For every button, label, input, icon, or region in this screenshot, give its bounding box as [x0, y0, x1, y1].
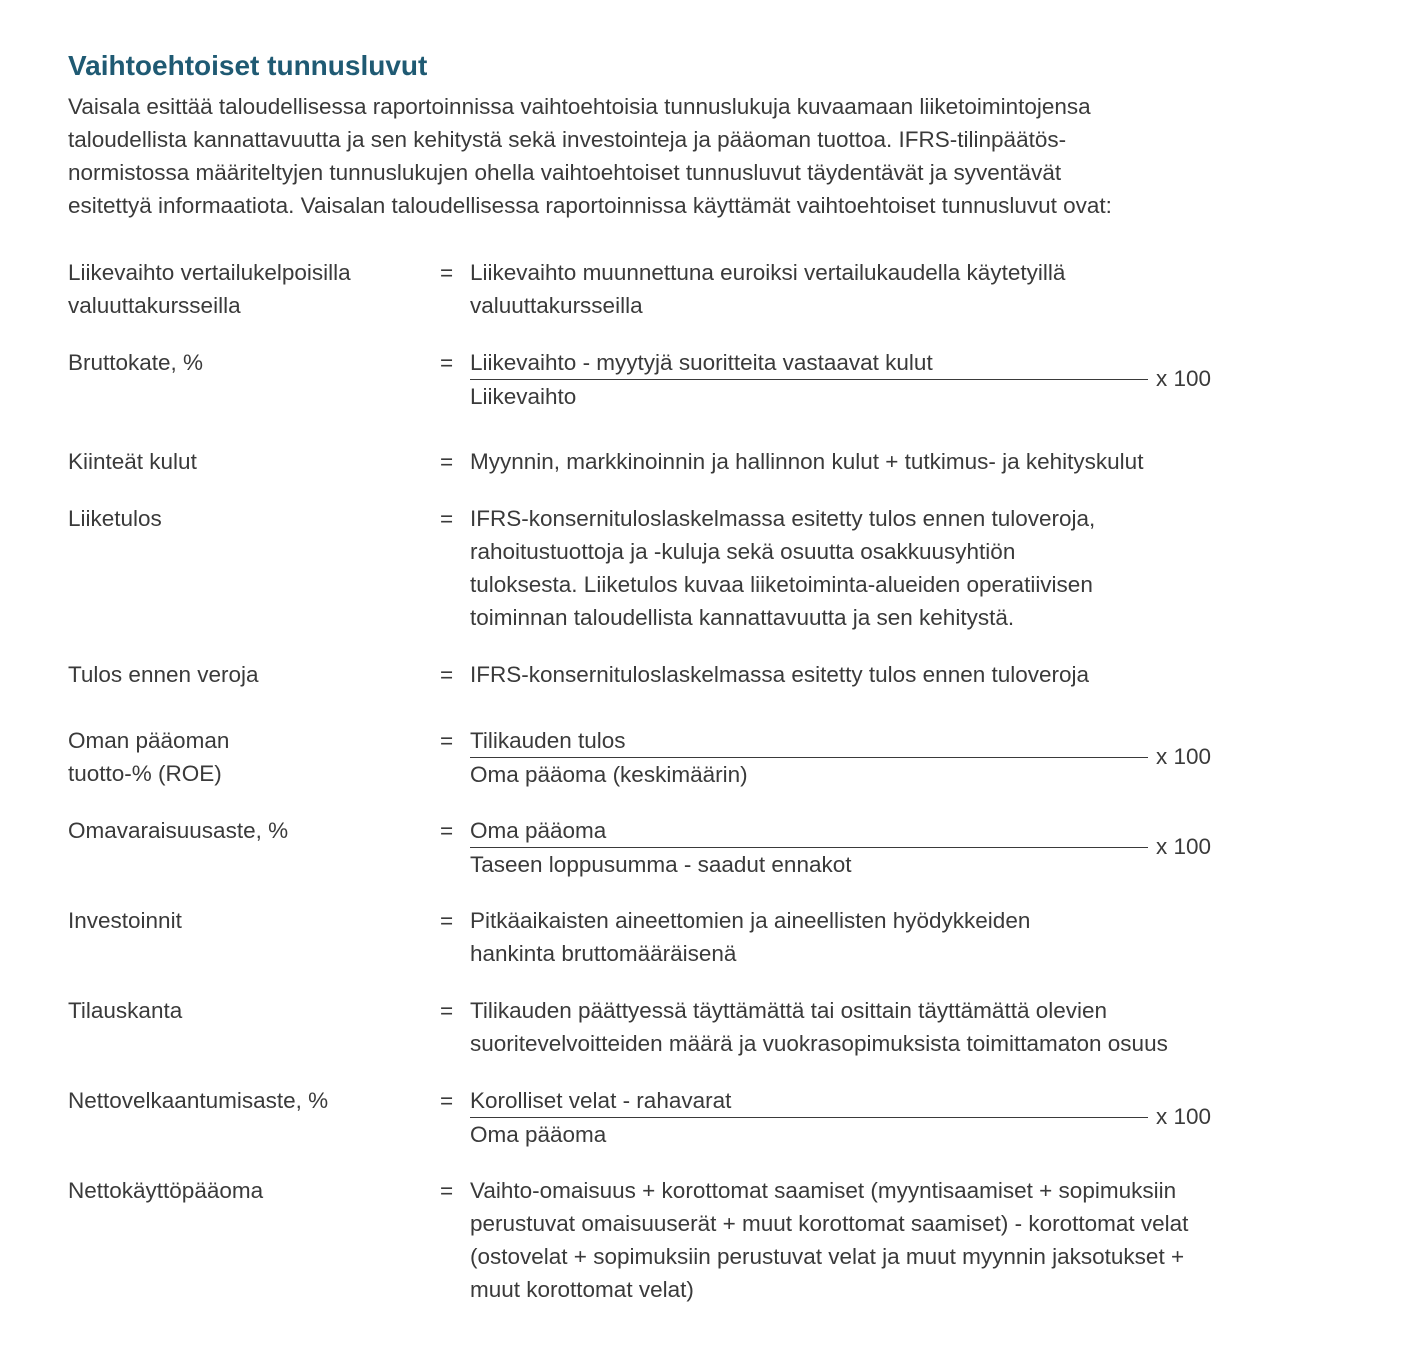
definition-term: Liikevaihto vertailukelpoisilla valuuttakursseilla [68, 260, 351, 318]
definition-text: Liikevaihto muunnettuna euroiksi vertailukaudella käytetyillä valuuttakursseilla [470, 260, 1066, 318]
equals-sign: = [440, 1088, 454, 1113]
fraction-denominator: Oma pääoma (keskimäärin) [470, 762, 748, 787]
definition-term: Bruttokate, % [68, 350, 204, 375]
definition-text: Tilikauden päättyessä täyttämättä tai osittain täyttämättä olevien suoritevelvoitteiden määrä ja vuokrasopimuksista toimittamaton osuus [470, 998, 1168, 1056]
definition-text: Pitkäaikaisten aineettomien ja aineellisten hyödykkeiden hankinta bruttomääräisenä [470, 908, 1031, 966]
fraction-denominator: Oma pääoma [470, 1122, 607, 1147]
definition-term: Omavaraisuusaste, % [68, 818, 289, 843]
fraction-denominator: Taseen loppusumma - saadut ennakot [470, 852, 852, 877]
equals-sign: = [440, 908, 454, 933]
multiplier: x 100 [1156, 366, 1212, 391]
equals-sign: = [440, 449, 454, 474]
fraction [470, 346, 1148, 413]
equals-sign: = [440, 818, 454, 843]
definition-text: IFRS-konsernituloslaskelmassa esitetty tulos ennen tuloveroja [470, 662, 1090, 687]
definition-term: Liiketulos [68, 506, 162, 531]
definition-term: Investoinnit [68, 908, 182, 933]
definition-term: Kiinteät kulut [68, 449, 197, 474]
fraction-numerator: Liikevaihto - myytyjä suoritteita vastaavat kulut [470, 346, 1148, 380]
multiplier: x 100 [1156, 834, 1212, 859]
equals-sign: = [440, 260, 454, 285]
definition-term: Tulos ennen veroja [68, 662, 259, 687]
page-title: Vaihtoehtoiset tunnusluvut [68, 50, 428, 81]
equals-sign: = [440, 1178, 454, 1203]
equals-sign: = [440, 998, 454, 1023]
definition-text: Myynnin, markkinoinnin ja hallinnon kulut + tutkimus- ja kehityskulut [470, 449, 1144, 474]
definition-text: Vaihto-omaisuus + korottomat saamiset (myyntisaamiset + sopimuksiin perustuvat omaisuuserät + muut korottomat saamiset) - korottomat velat (ostovelat + sopimuksiin perustuvat velat ja muut myynnin jaksotukset + muut korottomat velat) [470, 1178, 1189, 1302]
equals-sign: = [440, 662, 454, 687]
definition-term: Nettovelkaantumisaste, % [68, 1088, 329, 1113]
fraction [470, 724, 1148, 791]
fraction-numerator: Korolliset velat - rahavarat [470, 1084, 1148, 1118]
intro-paragraph: Vaisala esittää taloudellisessa raportoinnissa vaihtoehtoisia tunnuslukuja kuvaamaan liiketoimintojensa taloudellista kannattavuutta ja sen kehitystä sekä investointeja ja pääoman tuottoa. IFRS-tilinpäätös- normistossa määriteltyjen tunnuslukujen ohella vaihtoehtoiset tunnusluvut täydentävät ja syventävät esitettyä informaatiota. Vaisalan taloudellisessa raportoinnissa käyttämät vaihtoehtoiset tunnusluvut ovat: [68, 94, 1112, 218]
definition-text: IFRS-konsernituloslaskelmassa esitetty tulos ennen tuloveroja, rahoitustuottoja ja -kuluja sekä osuutta osakkuusyhtiön tuloksesta. Liiketulos kuvaa liiketoiminta-alueiden operatiivisen toiminnan taloudellista kannattavuutta ja sen kehitystä. [470, 506, 1096, 630]
equals-sign: = [440, 506, 454, 531]
equals-sign: = [440, 350, 454, 375]
fraction [470, 1084, 1148, 1151]
definition-term: Tilauskanta [68, 998, 183, 1023]
definition-term: Nettokäyttöpääoma [68, 1178, 264, 1203]
equals-sign: = [440, 728, 454, 753]
fraction-denominator: Liikevaihto [470, 384, 577, 409]
fraction [470, 814, 1148, 881]
document-page [68, 46, 1348, 1302]
multiplier: x 100 [1156, 1104, 1212, 1129]
multiplier: x 100 [1156, 744, 1212, 769]
fraction-numerator: Tilikauden tulos [470, 724, 1148, 758]
definition-term: Oman pääoman tuotto-% (ROE) [68, 728, 230, 786]
fraction-numerator: Oma pääoma [470, 814, 1148, 848]
